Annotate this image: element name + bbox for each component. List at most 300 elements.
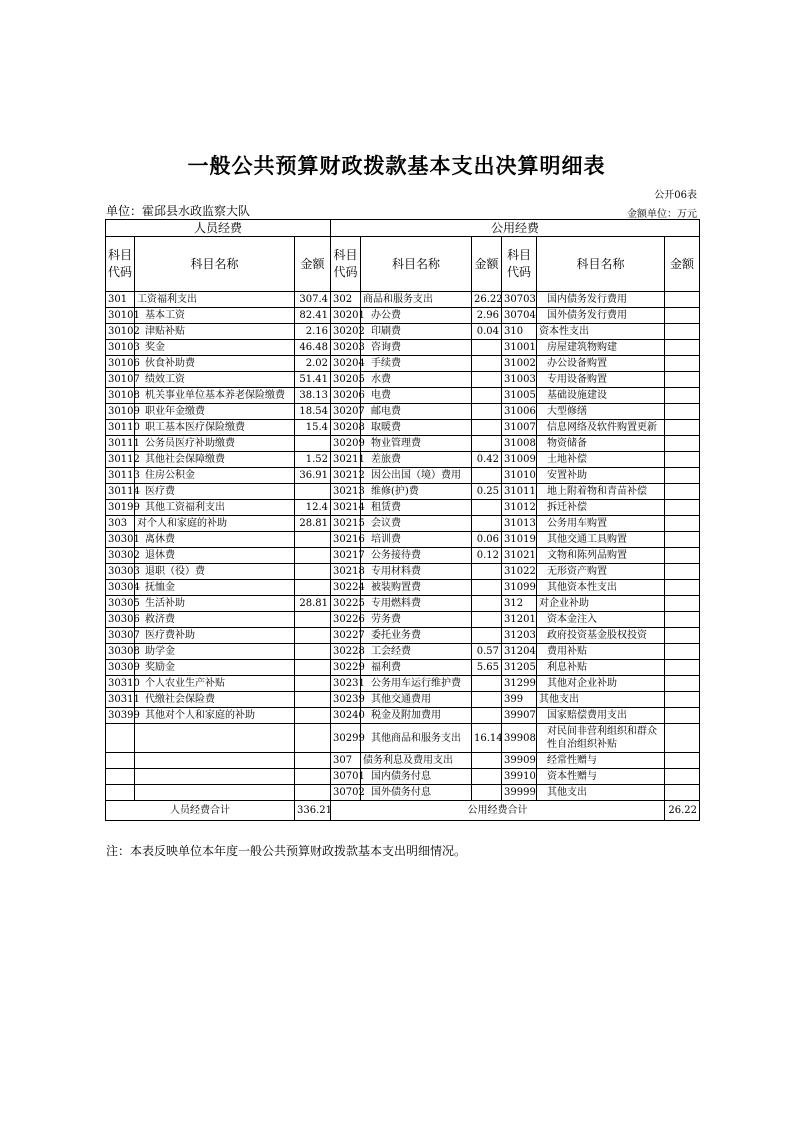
totals-row: [106, 801, 700, 821]
personnel-code-cell: 30303: [106, 564, 135, 580]
personnel-name-cell: 职业年金缴费: [135, 404, 295, 420]
personnel-code-cell: 30108: [106, 388, 135, 404]
public-name-cell: 手续费: [361, 356, 472, 372]
personnel-amount-cell: 1.52: [295, 452, 331, 468]
other-name-cell: 物资储备: [537, 436, 665, 452]
public-code-cell: 30229: [331, 660, 361, 676]
public-amount-cell: [472, 628, 502, 644]
other-code-cell: 30704: [502, 308, 537, 324]
public-name-cell: 办公费: [361, 308, 472, 324]
public-code-cell: 30702: [331, 785, 361, 801]
public-code-cell: 30228: [331, 644, 361, 660]
name-header: 科目名称: [537, 237, 665, 292]
public-amount-cell: [472, 404, 502, 420]
personnel-amount-cell: [295, 564, 331, 580]
other-code-cell: 312: [502, 596, 537, 612]
personnel-name-cell: 代缴社会保险费: [135, 692, 295, 708]
public-amount-cell: [472, 708, 502, 724]
public-code-cell: 30240: [331, 708, 361, 724]
name-header: 科目名称: [361, 237, 472, 292]
column-header-row: [106, 237, 700, 292]
public-name-cell: 劳务费: [361, 612, 472, 628]
public-code-cell: 30225: [331, 596, 361, 612]
personnel-name-cell: 职工基本医疗保险缴费: [135, 420, 295, 436]
other-name-cell: 对民间非营利组织和群众性自治组织补贴: [537, 724, 665, 753]
other-name-cell: 其他对企业补助: [537, 676, 665, 692]
public-name-cell: 工会经费: [361, 644, 472, 660]
other-code-cell: 31003: [502, 372, 537, 388]
public-code-cell: 30218: [331, 564, 361, 580]
personnel-name-cell: 对个人和家庭的补助: [135, 516, 295, 532]
personnel-code-cell: 30101: [106, 308, 135, 324]
other-name-cell: 公务用车购置: [537, 516, 665, 532]
public-amount-cell: 2.96: [472, 308, 502, 324]
other-amount-cell: [665, 484, 700, 500]
other-code-cell: 39907: [502, 708, 537, 724]
other-code-cell: 31013: [502, 516, 537, 532]
public-code-cell: 30205: [331, 372, 361, 388]
public-code-cell: 30299: [331, 724, 361, 753]
other-code-cell: 31002: [502, 356, 537, 372]
public-total-value: 26.22: [665, 801, 700, 821]
personnel-amount-cell: [295, 628, 331, 644]
table-row: [106, 468, 700, 484]
public-amount-cell: [472, 388, 502, 404]
other-name-cell: 专用设备购置: [537, 372, 665, 388]
personnel-amount-cell: [295, 612, 331, 628]
table-row: [106, 292, 700, 308]
table-row: [106, 500, 700, 516]
other-code-cell: 30703: [502, 292, 537, 308]
table-row: [106, 548, 700, 564]
public-name-cell: 印刷费: [361, 324, 472, 340]
table-row: [106, 404, 700, 420]
other-name-cell: 文物和陈列品购置: [537, 548, 665, 564]
public-amount-cell: [472, 436, 502, 452]
category-header-row: [106, 220, 700, 237]
public-code-cell: 30239: [331, 692, 361, 708]
table-row: [106, 660, 700, 676]
public-amount-cell: [472, 516, 502, 532]
table-row: [106, 769, 700, 785]
personnel-name-cell: 个人农业生产补贴: [135, 676, 295, 692]
personnel-name-cell: 退休费: [135, 548, 295, 564]
other-amount-cell: [665, 753, 700, 769]
public-name-cell: 福利费: [361, 660, 472, 676]
table-row: [106, 596, 700, 612]
personnel-amount-cell: 28.81: [295, 516, 331, 532]
personnel-amount-cell: [295, 484, 331, 500]
personnel-amount-cell: [295, 753, 331, 769]
public-amount-cell: 0.57: [472, 644, 502, 660]
other-code-cell: 31203: [502, 628, 537, 644]
other-name-cell: 资本性赠与: [537, 769, 665, 785]
other-code-cell: 31012: [502, 500, 537, 516]
other-code-cell: 31099: [502, 580, 537, 596]
table-row: [106, 644, 700, 660]
personnel-name-cell: 其他工资福利支出: [135, 500, 295, 516]
other-code-cell: 31007: [502, 420, 537, 436]
personnel-name-cell: 公务员医疗补助缴费: [135, 436, 295, 452]
public-amount-cell: [472, 692, 502, 708]
personnel-name-cell: 基本工资: [135, 308, 295, 324]
public-name-cell: 培训费: [361, 532, 472, 548]
table-row: [106, 308, 700, 324]
public-name-cell: 维修(护)费: [361, 484, 472, 500]
public-code-cell: 30215: [331, 516, 361, 532]
other-amount-cell: [665, 628, 700, 644]
public-code-cell: 30226: [331, 612, 361, 628]
public-amount-cell: 0.04: [472, 324, 502, 340]
public-name-cell: 专用材料费: [361, 564, 472, 580]
personnel-name-cell: 助学金: [135, 644, 295, 660]
public-name-cell: 债务利息及费用支出: [361, 753, 472, 769]
personnel-name-cell: [135, 769, 295, 785]
public-name-cell: 被装购置费: [361, 580, 472, 596]
public-amount-cell: [472, 340, 502, 356]
other-code-cell: 31019: [502, 532, 537, 548]
public-name-cell: 水费: [361, 372, 472, 388]
personnel-name-cell: 住房公积金: [135, 468, 295, 484]
personnel-code-cell: 30302: [106, 548, 135, 564]
public-amount-cell: [472, 372, 502, 388]
other-amount-cell: [665, 676, 700, 692]
personnel-amount-cell: [295, 785, 331, 801]
personnel-name-cell: 工资福利支出: [135, 292, 295, 308]
other-code-cell: 39999: [502, 785, 537, 801]
personnel-name-cell: [135, 724, 295, 753]
other-amount-cell: [665, 436, 700, 452]
public-code-cell: 30208: [331, 420, 361, 436]
public-amount-cell: 16.14: [472, 724, 502, 753]
other-amount-cell: [665, 404, 700, 420]
personnel-code-cell: 30106: [106, 356, 135, 372]
public-code-cell: 30217: [331, 548, 361, 564]
table-row: [106, 564, 700, 580]
other-code-cell: 31205: [502, 660, 537, 676]
personnel-amount-cell: 307.4: [295, 292, 331, 308]
public-name-cell: 邮电费: [361, 404, 472, 420]
other-amount-cell: [665, 785, 700, 801]
other-code-cell: 31299: [502, 676, 537, 692]
other-code-cell: 31001: [502, 340, 537, 356]
table-row: [106, 420, 700, 436]
personnel-amount-cell: 12.4: [295, 500, 331, 516]
public-name-cell: 公务接待费: [361, 548, 472, 564]
other-code-cell: 39910: [502, 769, 537, 785]
money-unit-label: 金额单位：万元: [627, 209, 697, 220]
other-amount-cell: [665, 516, 700, 532]
personnel-amount-cell: 38.13: [295, 388, 331, 404]
personnel-code-cell: 30308: [106, 644, 135, 660]
other-code-cell: 31011: [502, 484, 537, 500]
personnel-amount-cell: [295, 644, 331, 660]
personnel-code-cell: 30109: [106, 404, 135, 420]
other-name-cell: 拆迁补偿: [537, 500, 665, 516]
personnel-name-cell: 其他对个人和家庭的补助: [135, 708, 295, 724]
other-name-cell: 办公设备购置: [537, 356, 665, 372]
personnel-amount-cell: [295, 676, 331, 692]
public-name-cell: 咨询费: [361, 340, 472, 356]
personnel-name-cell: 津贴补贴: [135, 324, 295, 340]
table-row: [106, 692, 700, 708]
public-code-cell: 30212: [331, 468, 361, 484]
public-code-cell: 30214: [331, 500, 361, 516]
other-amount-cell: [665, 708, 700, 724]
code-header: 科目代码: [106, 237, 135, 292]
personnel-amount-cell: [295, 769, 331, 785]
personnel-name-cell: 奖励金: [135, 660, 295, 676]
public-header: 公用经费: [331, 220, 700, 237]
other-amount-cell: [665, 612, 700, 628]
personnel-name-cell: 绩效工资: [135, 372, 295, 388]
public-name-cell: 物业管理费: [361, 436, 472, 452]
public-code-cell: 30224: [331, 580, 361, 596]
expenditure-table: [105, 219, 700, 821]
other-amount-cell: [665, 564, 700, 580]
other-amount-cell: [665, 692, 700, 708]
public-amount-cell: [472, 356, 502, 372]
other-amount-cell: [665, 532, 700, 548]
public-code-cell: 307: [331, 753, 361, 769]
personnel-amount-cell: [295, 532, 331, 548]
other-amount-cell: [665, 468, 700, 484]
other-name-cell: 国外债务发行费用: [537, 308, 665, 324]
table-row: [106, 753, 700, 769]
other-name-cell: 信息网络及软件购置更新: [537, 420, 665, 436]
public-code-cell: 30701: [331, 769, 361, 785]
other-name-cell: 其他交通工具购置: [537, 532, 665, 548]
personnel-amount-cell: 51.41: [295, 372, 331, 388]
other-amount-cell: [665, 340, 700, 356]
table-row: [106, 785, 700, 801]
other-amount-cell: [665, 644, 700, 660]
other-code-cell: 399: [502, 692, 537, 708]
public-amount-cell: [472, 785, 502, 801]
personnel-code-cell: 30102: [106, 324, 135, 340]
other-code-cell: 31008: [502, 436, 537, 452]
personnel-amount-cell: [295, 724, 331, 753]
personnel-code-cell: [106, 753, 135, 769]
personnel-amount-cell: 82.41: [295, 308, 331, 324]
unit-label: 单位：霍邱县水政监察大队: [106, 204, 251, 218]
personnel-name-cell: 退职（役）费: [135, 564, 295, 580]
public-amount-cell: [472, 468, 502, 484]
table-row: [106, 324, 700, 340]
code-header: 科目代码: [331, 237, 361, 292]
public-code-cell: 30201: [331, 308, 361, 324]
table-row: [106, 580, 700, 596]
public-code-cell: 30231: [331, 676, 361, 692]
personnel-header: 人员经费: [106, 220, 331, 237]
table-row: [106, 372, 700, 388]
other-name-cell: 房屋建筑物购建: [537, 340, 665, 356]
personnel-code-cell: 30107: [106, 372, 135, 388]
personnel-code-cell: 30114: [106, 484, 135, 500]
amount-header: 金额: [472, 237, 502, 292]
personnel-code-cell: 30307: [106, 628, 135, 644]
personnel-code-cell: 30399: [106, 708, 135, 724]
public-name-cell: 委托业务费: [361, 628, 472, 644]
personnel-amount-cell: 15.4: [295, 420, 331, 436]
personnel-code-cell: 30310: [106, 676, 135, 692]
other-code-cell: 31005: [502, 388, 537, 404]
other-amount-cell: [665, 452, 700, 468]
other-amount-cell: [665, 420, 700, 436]
public-amount-cell: 0.06: [472, 532, 502, 548]
personnel-amount-cell: 36.91: [295, 468, 331, 484]
personnel-code-cell: 30103: [106, 340, 135, 356]
other-name-cell: 国家赔偿费用支出: [537, 708, 665, 724]
table-row: [106, 724, 700, 753]
other-code-cell: 310: [502, 324, 537, 340]
personnel-name-cell: 医疗费: [135, 484, 295, 500]
public-code-cell: 30203: [331, 340, 361, 356]
public-name-cell: 税金及附加费用: [361, 708, 472, 724]
personnel-name-cell: 伙食补助费: [135, 356, 295, 372]
other-amount-cell: [665, 324, 700, 340]
table-row: [106, 516, 700, 532]
personnel-amount-cell: 2.02: [295, 356, 331, 372]
public-code-cell: 30211: [331, 452, 361, 468]
table-row: [106, 436, 700, 452]
personnel-amount-cell: [295, 660, 331, 676]
personnel-code-cell: 30304: [106, 580, 135, 596]
public-name-cell: 差旅费: [361, 452, 472, 468]
personnel-code-cell: 301: [106, 292, 135, 308]
amount-header: 金额: [665, 237, 700, 292]
public-name-cell: 租赁费: [361, 500, 472, 516]
footnote: 注：本表反映单位本年度一般公共预算财政拨款基本支出明细情况。: [106, 844, 467, 858]
personnel-code-cell: 30110: [106, 420, 135, 436]
personnel-code-cell: 30306: [106, 612, 135, 628]
public-code-cell: 30213: [331, 484, 361, 500]
table-row: [106, 628, 700, 644]
personnel-code-cell: [106, 724, 135, 753]
personnel-code-cell: 30309: [106, 660, 135, 676]
table-row: [106, 452, 700, 468]
public-amount-cell: 5.65: [472, 660, 502, 676]
other-name-cell: 安置补助: [537, 468, 665, 484]
amount-header: 金额: [295, 237, 331, 292]
personnel-name-cell: 离休费: [135, 532, 295, 548]
public-code-cell: 30209: [331, 436, 361, 452]
personnel-name-cell: 生活补助: [135, 596, 295, 612]
personnel-amount-cell: [295, 708, 331, 724]
personnel-amount-cell: 46.48: [295, 340, 331, 356]
public-name-cell: 专用燃料费: [361, 596, 472, 612]
public-code-cell: 30204: [331, 356, 361, 372]
other-code-cell: 31006: [502, 404, 537, 420]
public-code-cell: 30206: [331, 388, 361, 404]
other-name-cell: 费用补贴: [537, 644, 665, 660]
other-code-cell: 39909: [502, 753, 537, 769]
other-name-cell: 其他支出: [537, 692, 665, 708]
public-amount-cell: [472, 564, 502, 580]
table-row: [106, 356, 700, 372]
other-amount-cell: [665, 500, 700, 516]
public-name-cell: 其他商品和服务支出: [361, 724, 472, 753]
public-code-cell: 30202: [331, 324, 361, 340]
other-name-cell: 国内债务发行费用: [537, 292, 665, 308]
public-name-cell: 公务用车运行维护费: [361, 676, 472, 692]
personnel-code-cell: 30112: [106, 452, 135, 468]
other-amount-cell: [665, 356, 700, 372]
personnel-name-cell: 医疗费补助: [135, 628, 295, 644]
other-amount-cell: [665, 660, 700, 676]
other-code-cell: 31204: [502, 644, 537, 660]
personnel-amount-cell: [295, 548, 331, 564]
other-name-cell: 资本性支出: [537, 324, 665, 340]
public-amount-cell: 0.25: [472, 484, 502, 500]
personnel-amount-cell: 28.81: [295, 596, 331, 612]
personnel-name-cell: 救济费: [135, 612, 295, 628]
other-name-cell: 资本金注入: [537, 612, 665, 628]
personnel-total-label: 人员经费合计: [106, 801, 295, 821]
other-name-cell: 其他资本性支出: [537, 580, 665, 596]
other-code-cell: 31021: [502, 548, 537, 564]
other-name-cell: 经常性赠与: [537, 753, 665, 769]
personnel-amount-cell: 2.16: [295, 324, 331, 340]
other-amount-cell: [665, 724, 700, 753]
table-row: [106, 388, 700, 404]
personnel-code-cell: [106, 785, 135, 801]
public-code-cell: 30207: [331, 404, 361, 420]
other-name-cell: 地上附着物和青苗补偿: [537, 484, 665, 500]
personnel-code-cell: 30199: [106, 500, 135, 516]
other-name-cell: 政府投资基金股权投资: [537, 628, 665, 644]
table-row: [106, 708, 700, 724]
other-name-cell: 对企业补助: [537, 596, 665, 612]
personnel-name-cell: 抚恤金: [135, 580, 295, 596]
table-row: [106, 532, 700, 548]
other-code-cell: 31201: [502, 612, 537, 628]
personnel-code-cell: 30113: [106, 468, 135, 484]
public-name-cell: 取暖费: [361, 420, 472, 436]
other-name-cell: 基础设施建设: [537, 388, 665, 404]
other-amount-cell: [665, 388, 700, 404]
personnel-code-cell: 30111: [106, 436, 135, 452]
public-name-cell: 其他交通费用: [361, 692, 472, 708]
other-amount-cell: [665, 596, 700, 612]
public-amount-cell: [472, 753, 502, 769]
other-code-cell: 31009: [502, 452, 537, 468]
public-amount-cell: [472, 580, 502, 596]
public-code-cell: 30216: [331, 532, 361, 548]
table-row: [106, 612, 700, 628]
personnel-amount-cell: 18.54: [295, 404, 331, 420]
public-name-cell: 商品和服务支出: [361, 292, 472, 308]
personnel-name-cell: 机关事业单位基本养老保险缴费: [135, 388, 295, 404]
personnel-amount-cell: [295, 436, 331, 452]
public-name-cell: 国内债务付息: [361, 769, 472, 785]
other-name-cell: 利息补贴: [537, 660, 665, 676]
other-amount-cell: [665, 308, 700, 324]
public-amount-cell: [472, 500, 502, 516]
public-name-cell: 电费: [361, 388, 472, 404]
personnel-name-cell: [135, 753, 295, 769]
personnel-total-value: 336.21: [295, 801, 331, 821]
personnel-code-cell: 30301: [106, 532, 135, 548]
other-name-cell: 其他支出: [537, 785, 665, 801]
public-amount-cell: [472, 676, 502, 692]
name-header: 科目名称: [135, 237, 295, 292]
personnel-amount-cell: [295, 692, 331, 708]
public-name-cell: 因公出国（境）费用: [361, 468, 472, 484]
public-amount-cell: [472, 420, 502, 436]
public-name-cell: 国外债务付息: [361, 785, 472, 801]
other-code-cell: 31010: [502, 468, 537, 484]
